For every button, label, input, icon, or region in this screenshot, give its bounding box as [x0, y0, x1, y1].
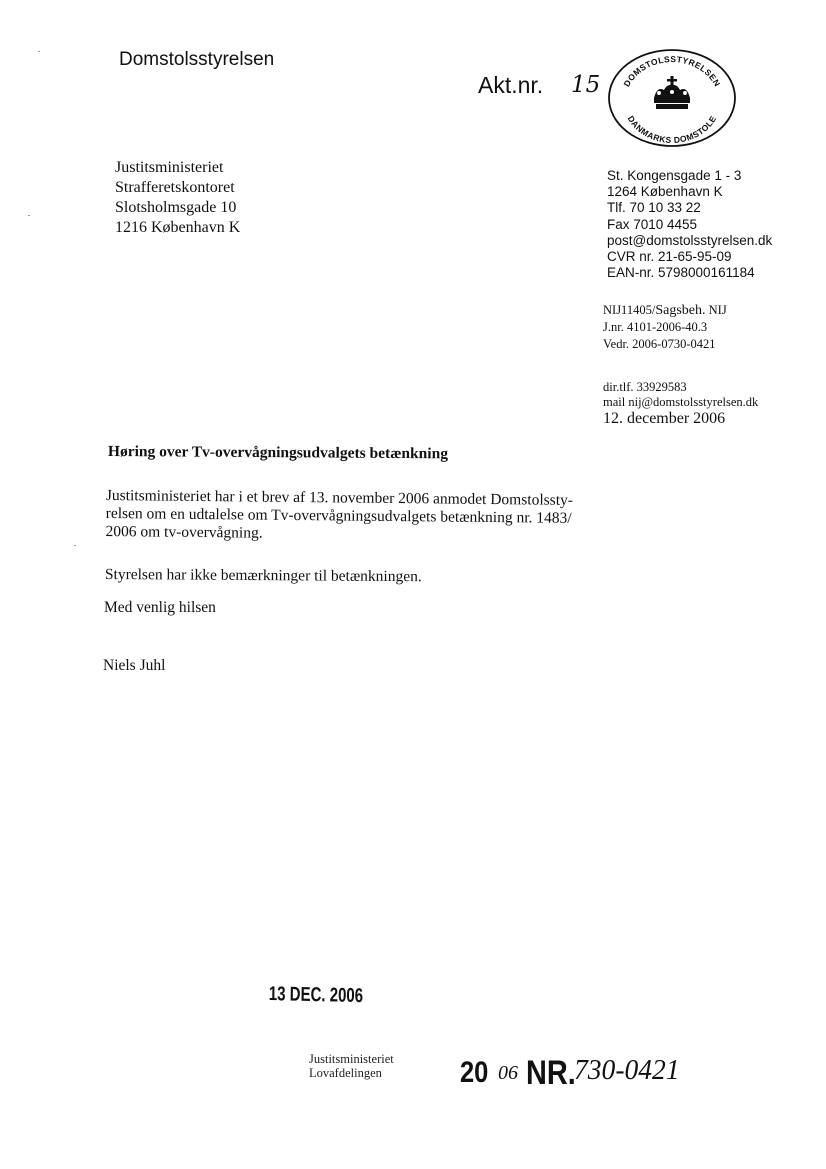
letter-subject: Høring over Tv-overvågningsudvalgets betænkning [107, 443, 449, 463]
paragraph-line: Justitsministeriet har i et brev af 13. november 2006 anmodet Domstolssty- [105, 487, 574, 509]
recipient-line: Slotsholmsgade 10 [115, 199, 237, 216]
akt-number-handwritten: 15 [571, 72, 601, 98]
direct-contact [603, 380, 758, 410]
contact-line: 1264 København K [607, 184, 723, 200]
case-year-handwritten: 06 [498, 1062, 518, 1084]
reference-block [603, 302, 727, 353]
department-stamp-line: Lovafdelingen [309, 1066, 382, 1080]
contact-line: post@domstolsstyrelsen.dk [607, 232, 773, 248]
sagsbeh-prefix: NIJ11405/ [603, 303, 656, 317]
journal-number: J.nr. 4101-2006-40.3 [603, 320, 708, 334]
svg-text:DANMARKS DOMSTOLE: DANMARKS DOMSTOLE [625, 113, 719, 146]
letter-greeting: Med venlig hilsen [104, 599, 216, 616]
scan-speck [28, 215, 30, 216]
crown-icon [654, 76, 690, 109]
scan-speck [38, 51, 40, 52]
direct-mail: mail nij@domstolsstyrelsen.dk [603, 395, 759, 409]
paragraph-line: 2006 om tv-overvågning. [105, 522, 263, 542]
contact-line: St. Kongensgade 1 - 3 [607, 168, 742, 183]
case-number-handwritten: 730-0421 [574, 1054, 680, 1086]
sender-contact-block [607, 168, 772, 281]
letter-paragraph-1 [105, 487, 573, 546]
direct-phone: dir.tlf. 33929583 [603, 380, 687, 394]
department-stamp-line: Justitsministeriet [309, 1052, 394, 1066]
scan-speck [74, 545, 76, 546]
recipient-address [115, 158, 240, 238]
letter-paragraph-2: Styrelsen har ikke bemærkninger til betænkningen. [104, 566, 422, 586]
letter-date: 12. december 2006 [603, 410, 726, 427]
contact-line: EAN-nr. 5798000161184 [607, 265, 755, 281]
recipient-line: 1216 København K [115, 219, 241, 236]
case-year-stamp: 20 [460, 1056, 489, 1089]
letter-signer: Niels Juhl [103, 657, 166, 674]
org-name: Domstolsstyrelsen [119, 49, 275, 70]
svg-text:DOMSTOLSSTYRELSEN: DOMSTOLSSTYRELSEN [621, 53, 723, 89]
court-seal-logo [607, 48, 737, 148]
recipient-line: Justitsministeriet [115, 159, 224, 176]
received-date-stamp: 13 DEC. 2006 [268, 983, 364, 1008]
paragraph-line: relsen om en udtalelse om Tv-overvågningsudvalgets betænkning nr. 1483/ [105, 504, 572, 527]
contact-line: CVR nr. 21-65-95-09 [607, 249, 732, 265]
sagsbeh-initials: NIJ [708, 303, 727, 317]
vedr-number: Vedr. 2006-0730-0421 [603, 337, 716, 351]
case-number-label: NR. [526, 1054, 576, 1092]
contact-line: Fax 7010 4455 [607, 216, 698, 232]
department-stamp [309, 1052, 394, 1080]
recipient-line: Strafferetskontoret [115, 179, 235, 196]
akt-label: Akt.nr. [478, 72, 544, 98]
contact-line: Tlf. 70 10 33 22 [607, 200, 701, 216]
sagsbeh-line [603, 302, 727, 319]
sagsbeh-label: Sagsbeh. [655, 303, 706, 318]
